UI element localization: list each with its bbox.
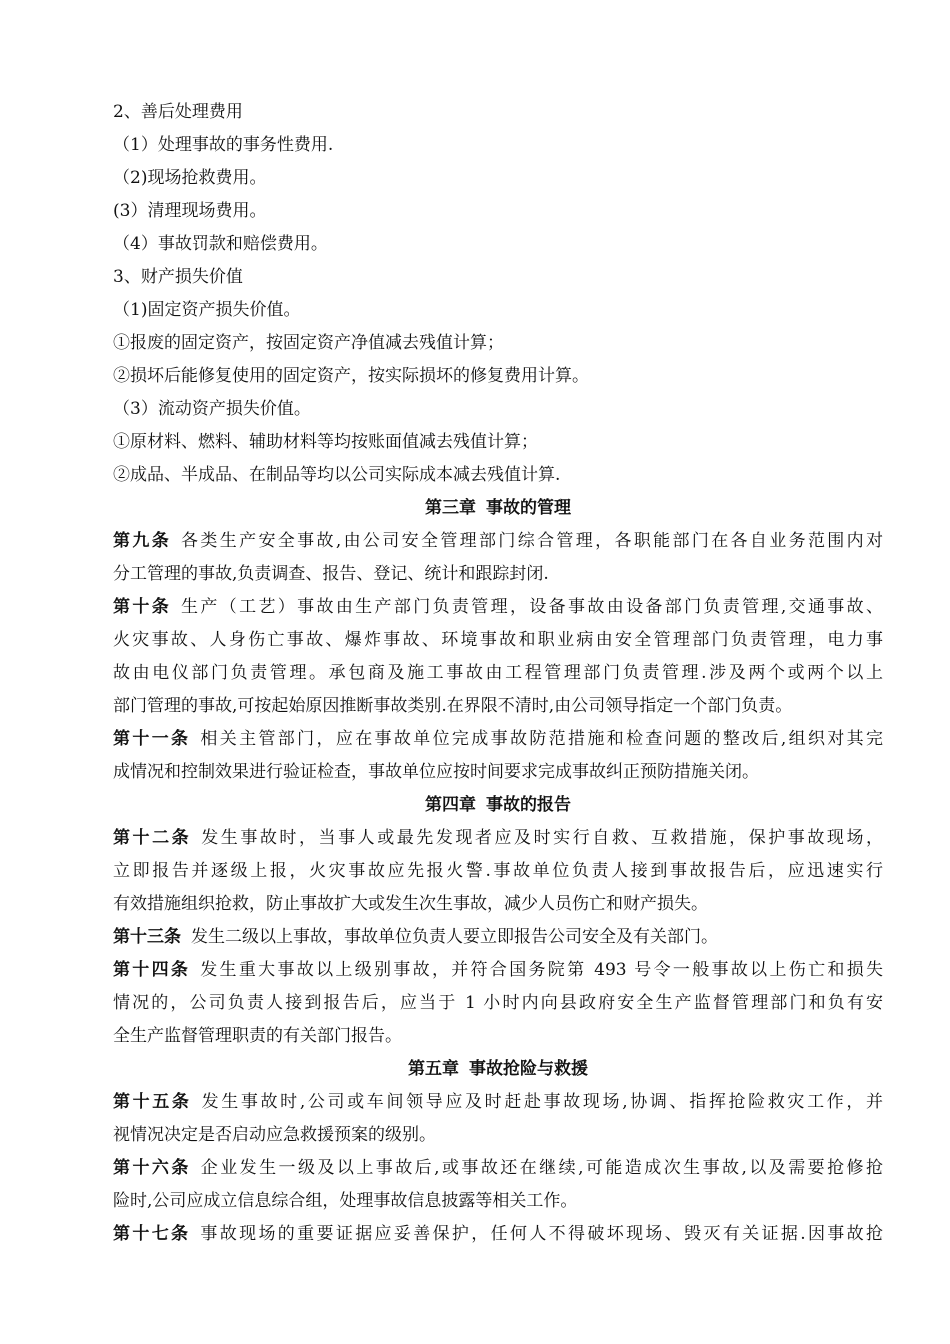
article-text: 各类生产安全事故,由公司安全管理部门综合管理，各职能部门在各自业务范围内对 [181, 531, 883, 551]
article-text: 立即报告并逐级上报，火灾事故应先报火警.事故单位负责人接到事故报告后，应迅速实行 [113, 861, 883, 881]
chapter-heading [113, 1053, 883, 1086]
article-label: 第十六条 [113, 1158, 191, 1178]
chapter-title: 事故的报告 [486, 795, 571, 815]
chapter-number: 第四章 [425, 795, 476, 815]
article-9 [113, 525, 883, 591]
article-text: 发生重大事故以上级别事故，并符合国务院第 493 号令一般事故以上伤亡和损失 [200, 960, 883, 980]
article-text: 企业发生一级及以上事故后,或事故还在继续,可能造成次生事故,以及需要抢修抢 [200, 1158, 883, 1178]
list-item: ①报废的固定资产，按固定资产净值减去残值计算； [113, 333, 504, 353]
chapter-number: 第三章 [425, 498, 476, 518]
article-text: 有效措施组织抢救，防止事故扩大或发生次生事故，减少人员伤亡和财产损失。 [113, 894, 708, 914]
list-item: (3）清理现场费用。 [113, 201, 267, 221]
article-text: 情况的，公司负责人接到报告后，应当于 1 小时内向县政府安全生产监督管理部门和负有安 [113, 993, 883, 1013]
list-item: （3）流动资产损失价值。 [113, 399, 311, 419]
article-13 [113, 921, 883, 954]
list-item: （1）处理事故的事务性费用. [113, 135, 334, 155]
article-text: 发生事故时，当事人或最先发现者应及时实行自救、互救措施，保护事故现场， [201, 828, 883, 848]
article-11 [113, 723, 883, 789]
article-15 [113, 1086, 883, 1152]
article-label: 第十四条 [113, 960, 191, 980]
list-item: 3、财产损失价值 [113, 267, 243, 287]
chapter-number: 第五章 [408, 1059, 459, 1079]
article-label: 第十一条 [113, 729, 191, 749]
chapter-title: 事故抢险与救援 [469, 1059, 588, 1079]
list-item: （4）事故罚款和赔偿费用。 [113, 234, 328, 254]
article-text: 相关主管部门，应在事故单位完成事故防范措施和检查问题的整改后,组织对其完 [200, 729, 883, 749]
article-text: 故由电仪部门负责管理。承包商及施工事故由工程管理部门负责管理.涉及两个或两个以上 [113, 663, 883, 683]
chapter-heading [113, 789, 883, 822]
article-text: 部门管理的事故,可按起始原因推断事故类别.在界限不清时,由公司领导指定一个部门负责。 [113, 696, 793, 716]
article-label: 第十二条 [113, 828, 192, 848]
article-10 [113, 591, 883, 723]
chapter-title: 事故的管理 [486, 498, 571, 518]
article-label: 第十七条 [113, 1224, 191, 1244]
article-17 [113, 1218, 883, 1251]
list-item: （2)现场抢救费用。 [113, 168, 267, 188]
article-14 [113, 954, 883, 1053]
chapter-heading [113, 492, 883, 525]
article-text: 分工管理的事故,负责调查、报告、登记、统计和跟踪封闭. [113, 564, 549, 584]
article-text: 视情况决定是否启动应急救援预案的级别。 [113, 1125, 436, 1145]
article-12 [113, 822, 883, 921]
article-label: 第十三条 [113, 927, 181, 947]
article-text: 险时,公司应成立信息综合组，处理事故信息披露等相关工作。 [113, 1191, 578, 1211]
article-text: 发生二级以上事故，事故单位负责人要立即报告公司安全及有关部门。 [191, 927, 718, 947]
list-item: ②成品、半成品、在制品等均以公司实际成本减去残值计算. [113, 465, 561, 485]
list-item: （1)固定资产损失价值。 [113, 300, 301, 320]
list-item: ①原材料、燃料、辅助材料等均按账面值减去残值计算； [113, 432, 538, 452]
list-item: ②损坏后能修复使用的固定资产，按实际损坏的修复费用计算。 [113, 366, 589, 386]
article-text: 生产（工艺）事故由生产部门负责管理，设备事故由设备部门负责管理,交通事故、 [181, 597, 883, 617]
article-label: 第十五条 [113, 1092, 192, 1112]
article-text: 成情况和控制效果进行验证检查，事故单位应按时间要求完成事故纠正预防措施关闭。 [113, 762, 759, 782]
list-item: 2、善后处理费用 [113, 102, 243, 122]
article-label: 第十条 [113, 597, 172, 617]
document-page [113, 96, 883, 1251]
article-label: 第九条 [113, 531, 172, 551]
article-text: 全生产监督管理职责的有关部门报告。 [113, 1026, 402, 1046]
article-text: 火灾事故、人身伤亡事故、爆炸事故、环境事故和职业病由安全管理部门负责管理，电力事 [113, 630, 883, 650]
article-text: 发生事故时,公司或车间领导应及时赶赴事故现场,协调、指挥抢险救灾工作，并 [201, 1092, 883, 1112]
article-16 [113, 1152, 883, 1218]
article-text: 事故现场的重要证据应妥善保护，任何人不得破坏现场、毁灭有关证据.因事故抢 [200, 1224, 883, 1244]
